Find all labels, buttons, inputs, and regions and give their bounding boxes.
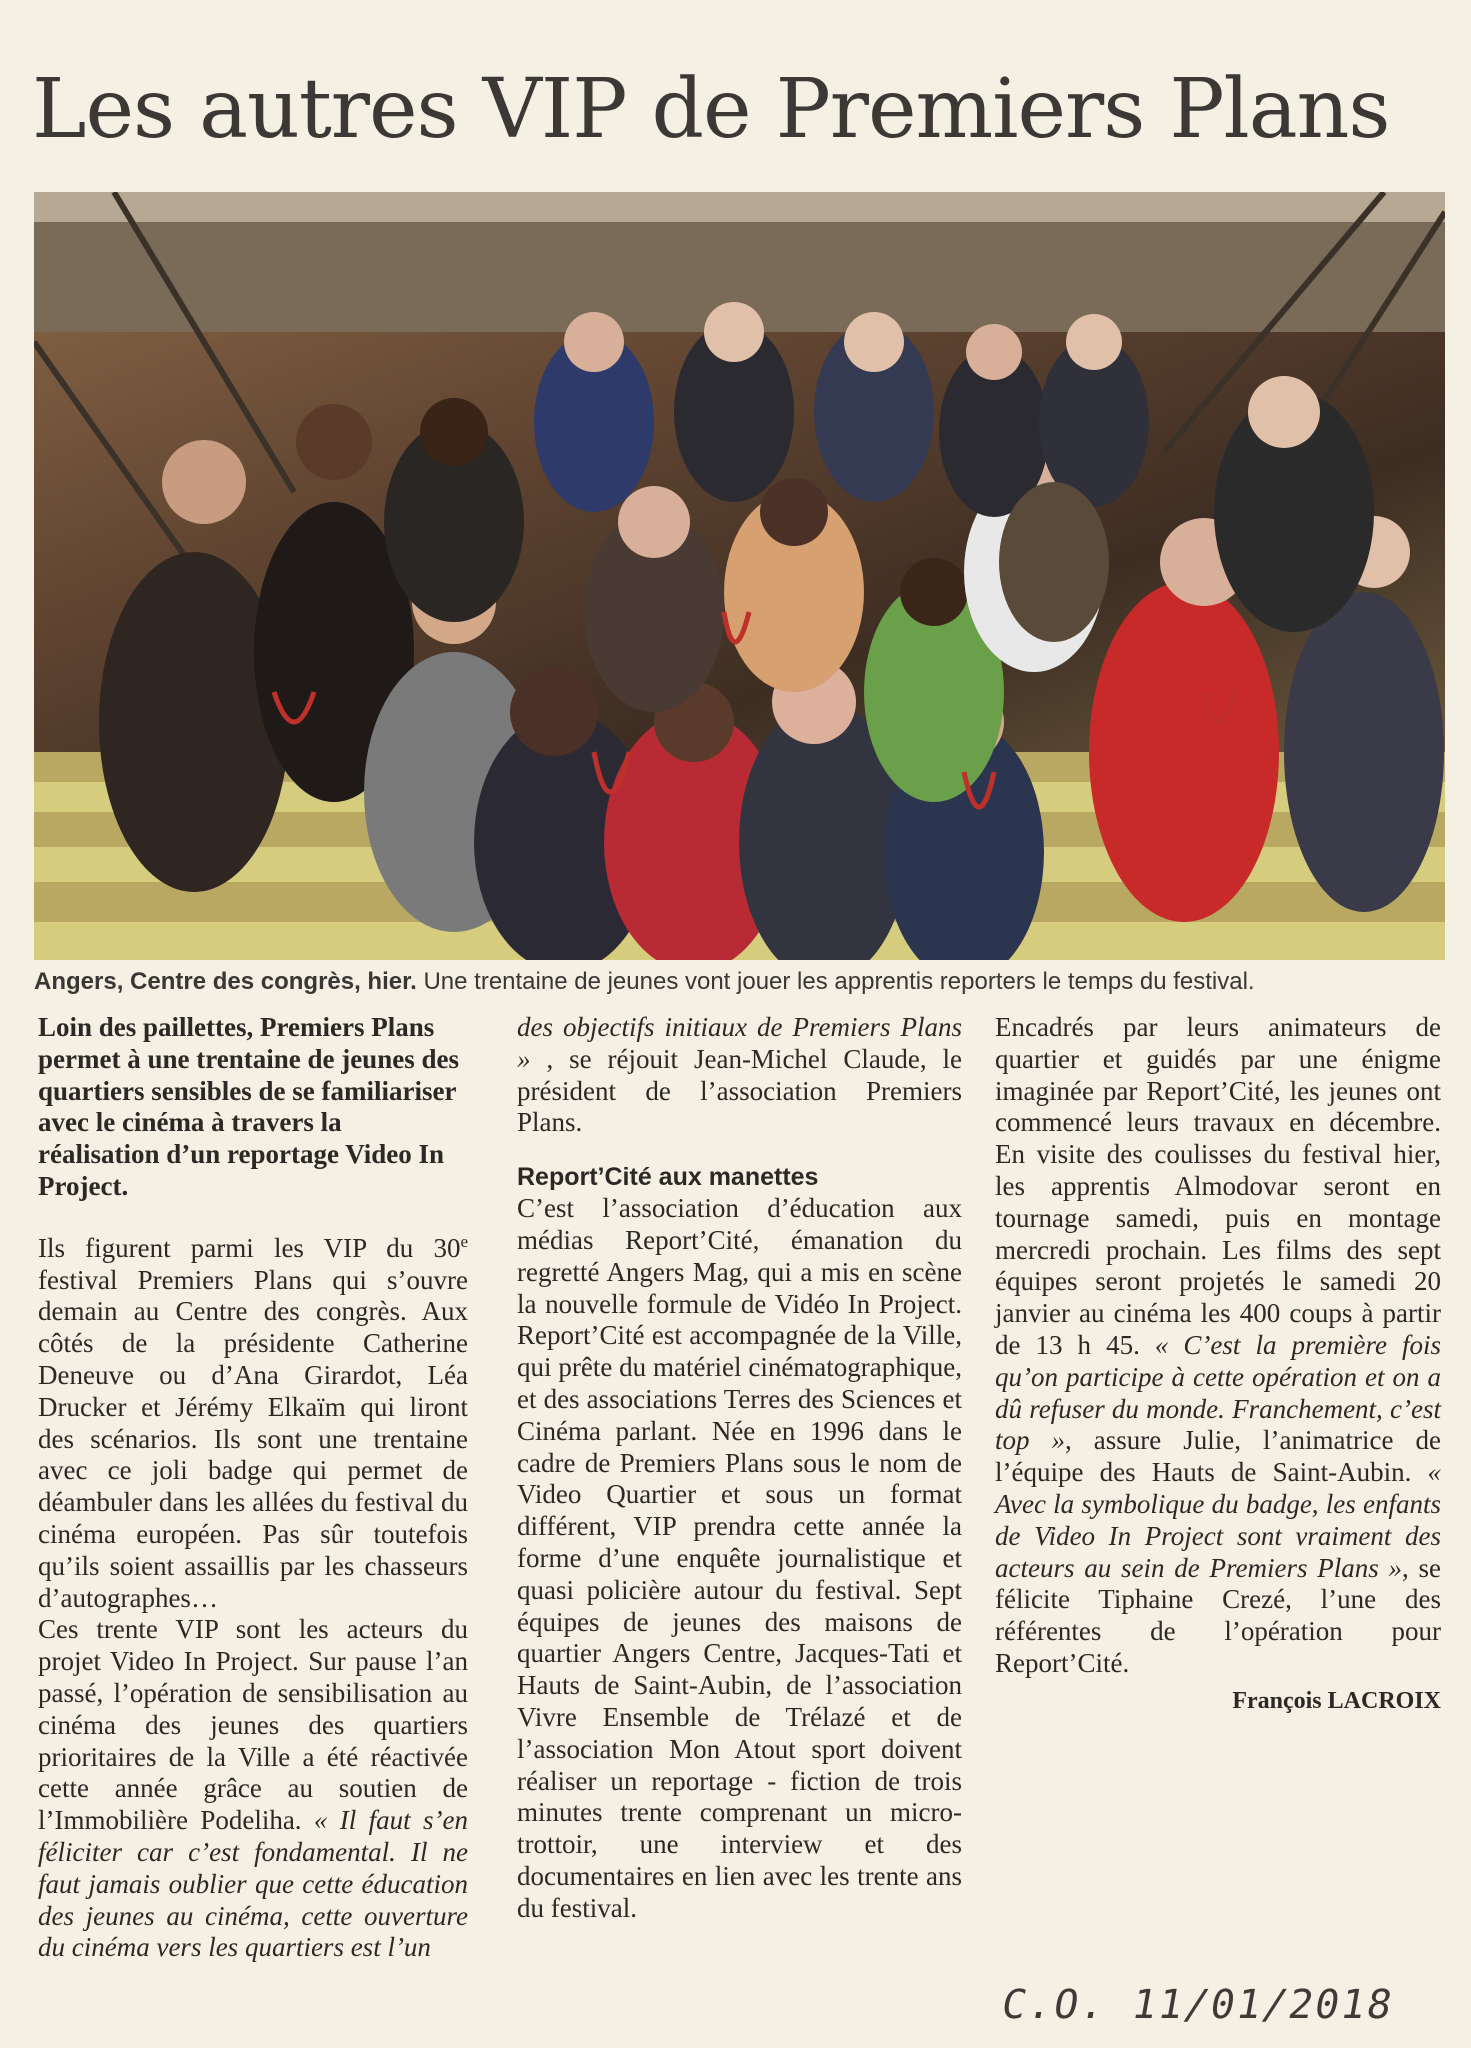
- paragraph-4: [995, 1012, 1441, 1680]
- paragraph-1-start: Ils figurent parmi les VIP du 30: [38, 1232, 461, 1263]
- article-column-3: [995, 1012, 1441, 1718]
- article-column-2: [517, 1012, 962, 1925]
- paragraph-4-start: Encadrés par leurs animateurs de quartier et guidés par une énigme imaginée par Report’Cité, les jeunes ont commencé leurs travaux en décembre. En visite des coulisses du festival hier, les apprentis Almodovar seront en tournage samedi, puis en montage mercredi prochain. Les films des sept équipes seront projetés le samedi 20 janvier au cinéma les 400 coups à partir de 13 h 45.: [995, 1012, 1441, 1360]
- quote-tiphaine-creze: « Avec la symbolique du badge, les enfants de Video In Project sont vraiment des acteurs au sein de Premiers Plans »: [995, 1457, 1441, 1583]
- caption-text: Une trentaine de jeunes vont jouer les apprentis reporters le temps du festival.: [416, 968, 1255, 995]
- paragraph-3-text: C’est l’association d’éducation aux médias Report’Cité, émanation du regretté Angers Mag, qui a mis en scène la nouvelle formule de Vidéo In Project. Report’Cité est accompagnée de la Ville, qui prête du matériel cinématographique, et des associations Terres des Sciences et Cinéma parlant. Née en 1996 dans le cadre de Premiers Plans sous le nom de Video Quartier et sous un format différent, VIP prendra cette année la forme d’une enquête journalistique et quasi policière autour du festival. Sept équipes de jeunes des maisons de quartier Angers Centre, Jacques-Tati et Hauts de Saint-Aubin, de l’association Vivre Ensemble de Trélazé et de l’association Mon Atout sport doivent réaliser un reportage - fiction de trois minutes trente comprenant un micro-trottoir, une interview et des documentaires en lien avec les trente ans du festival.: [517, 1193, 962, 1923]
- paragraph-2-start: Ces trente VIP sont les acteurs du projet Video In Project. Sur pause l’an passé, l’opération de sensibilisation au cinéma des jeunes des quartiers prioritaires de la Ville a été réactivée cette année grâce au soutien de l’Immobilière Podeliha.: [38, 1614, 468, 1836]
- handwritten-source-date: C.O. 11/01/2018: [997, 1982, 1398, 2028]
- photo-group-of-youth-icon: [34, 192, 1445, 960]
- ordinal-superscript: e: [460, 1231, 468, 1251]
- paragraph-2-end-continued: , se réjouit Jean-Michel Claude, le président de l’association Premiers Plans.: [517, 1043, 962, 1138]
- caption-lead: Angers, Centre des congrès, hier.: [34, 968, 417, 995]
- author-signature: François LACROIX: [1232, 1687, 1441, 1714]
- headline: Les autres VIP de Premiers Plans: [32, 62, 1390, 157]
- subheading: Report’Cité aux manettes: [517, 1163, 819, 1192]
- paragraph-2: [38, 1614, 468, 1964]
- paragraph-4-end: , se félicite Tiphaine Crezé, l’une des référentes de l’opération pour Report’Cité.: [995, 1552, 1441, 1678]
- quote-jean-michel-claude: « Il faut s’en féliciter car c’est fondamental. Il ne faut jamais oublier que cette éducation des jeunes au cinéma, cette ouverture du cinéma vers les quartiers est l’un: [38, 1805, 468, 1963]
- paragraph-3: [517, 1193, 962, 1924]
- article-column-1: [38, 1012, 468, 1964]
- photo-caption: [34, 966, 1445, 998]
- paragraph-1-end: festival Premiers Plans qui s’ouvre demain au Centre des congrès. Aux côtés de la présidente Catherine Deneuve ou d’Ana Girardot, Léa Drucker et Jérémy Elkaïm qui liront des scénarios. Ils sont une trentaine avec ce joli badge qui permet de déambuler dans les allées du festival du cinéma européen. Pas sûr toutefois qu’ils soient assaillis par les chasseurs d’autographes…: [38, 1264, 468, 1613]
- quote-jean-michel-claude-continued: des objectifs initiaux de Premiers Plans »: [517, 1012, 962, 1074]
- paragraph-1: [38, 1233, 468, 1615]
- quote-julie: « C’est la première fois qu’on participe à cette opération et on a dû refuser du monde. Franchement, c’est top »: [995, 1329, 1442, 1456]
- article-chapo: Loin des paillettes, Premiers Plans permet à une trentaine de jeunes des quartiers sensibles de se familiariser avec le cinéma à travers la réalisation d’un reportage Video In Project.: [38, 1012, 459, 1201]
- paragraph-2-continued: [517, 1012, 962, 1139]
- paragraph-4-middle: , assure Julie, l’animatrice de l’équipe des Hauts de Saint-Aubin.: [995, 1425, 1441, 1488]
- group-photo: [34, 192, 1445, 960]
